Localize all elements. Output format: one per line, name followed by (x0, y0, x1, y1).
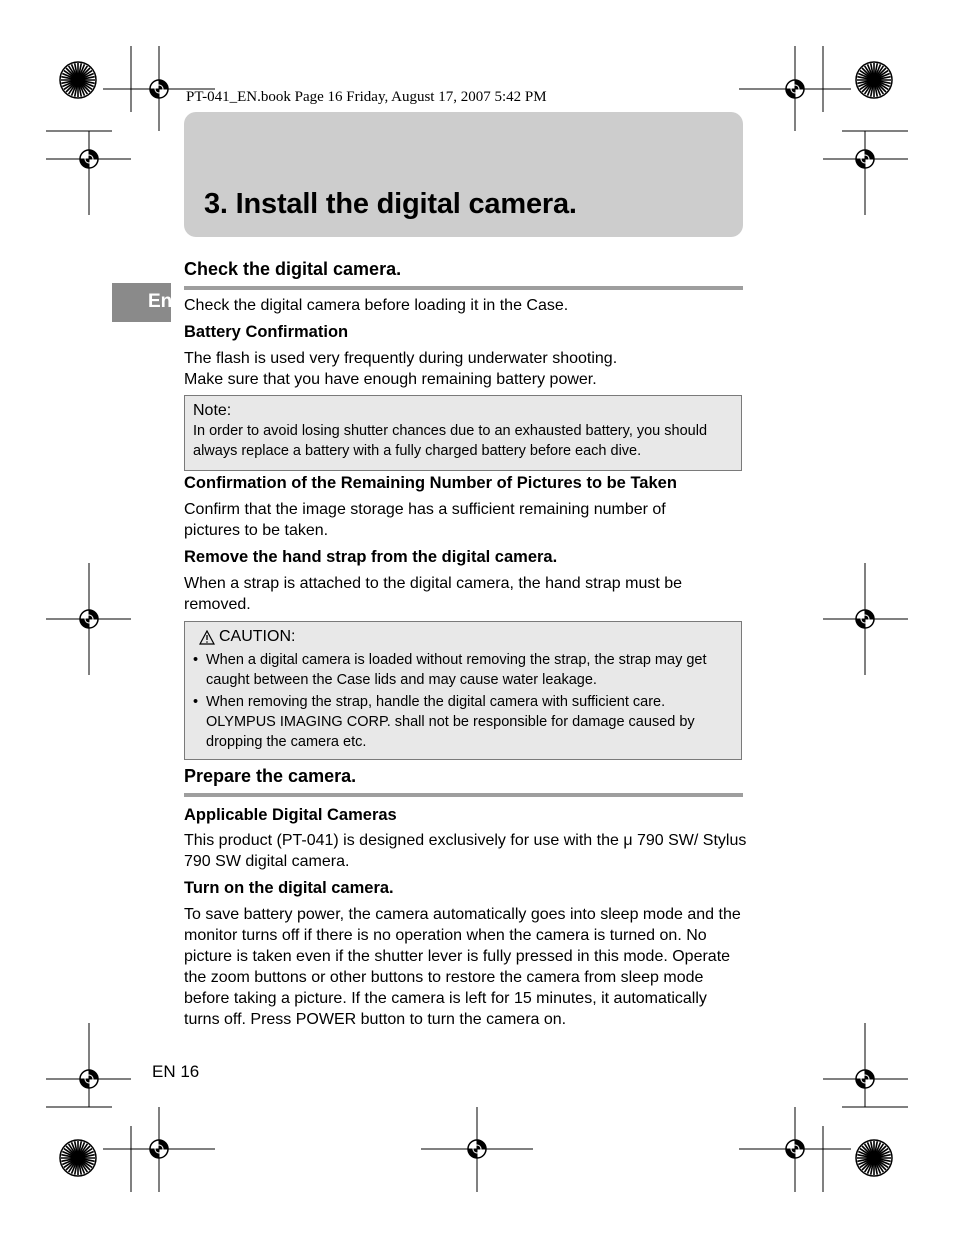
battery-line: The flash is used very frequently during underwater shooting. (184, 350, 618, 367)
caution-item-text: When removing the strap, handle the digital camera with sufficient care. OLYMPUS IMAGING CORP. shall not be responsible for damage caused by dropping the camera etc. (206, 694, 695, 750)
warning-triangle-icon (199, 630, 215, 645)
caution-box (184, 621, 742, 760)
applicable-cameras-heading: Applicable Digital Cameras (184, 806, 397, 824)
chapter-title: 3. Install the digital camera. (204, 188, 577, 220)
section-heading-check: Check the digital camera. (184, 259, 402, 279)
remaining-pictures-heading: Confirmation of the Remaining Number of Pictures to be Taken (184, 474, 677, 492)
turn-on-heading: Turn on the digital camera. (184, 879, 394, 897)
strap-heading: Remove the hand strap from the digital camera. (184, 548, 558, 566)
battery-text (184, 348, 749, 390)
section-rule (184, 286, 743, 290)
caution-item-text: When a digital camera is loaded without removing the strap, the strap may get caught between the Case lids and may cause water leakage. (206, 652, 707, 688)
print-header: PT-041_EN.book Page 16 Friday, August 17, 2007 5:42 PM (186, 89, 547, 105)
battery-heading: Battery Confirmation (184, 323, 349, 341)
page-number: EN 16 (152, 1062, 200, 1081)
caution-label: CAUTION: (219, 628, 296, 645)
check-intro-text: Check the digital camera before loading it in the Case. (184, 297, 569, 314)
caution-header (193, 628, 733, 646)
caution-item: • When a digital camera is loaded without removing the strap, the strap may get caught between the Case lids and may cause water leakage. (193, 650, 733, 690)
section-heading-prepare: Prepare the camera. (184, 766, 357, 786)
applicable-cameras-text: This product (PT-041) is designed exclusively for use with the μ 790 SW/ Stylus 790 SW digital camera. (184, 832, 747, 870)
language-tab: En (112, 283, 171, 322)
note-box (184, 395, 742, 471)
caution-item: • When removing the strap, handle the digital camera with sufficient care. OLYMPUS IMAGING CORP. shall not be responsible for damage caused by dropping the camera etc. (193, 692, 733, 752)
remaining-pictures-text: Confirm that the image storage has a sufficient remaining number of pictures to be taken. (184, 501, 666, 539)
note-label: Note: (193, 402, 232, 419)
section-rule (184, 793, 743, 797)
note-text: In order to avoid losing shutter chances due to an exhausted battery, you should always replace a battery with a fully charged battery before each dive. (193, 423, 708, 459)
battery-line: Make sure that you have enough remaining battery power. (184, 371, 597, 388)
strap-text: When a strap is attached to the digital camera, the hand strap must be removed. (184, 575, 683, 613)
turn-on-text: To save battery power, the camera automatically goes into sleep mode and the monitor turns off if there is no operation when the camera is turned on. No picture is taken even if the shutter lever is fully pressed in this mode. Operate the zoom buttons or other buttons to restore the camera from sleep mode before taking a picture. If the camera is left for 15 minutes, it automatically turns off. Press POWER button to turn the camera on. (184, 906, 741, 1028)
